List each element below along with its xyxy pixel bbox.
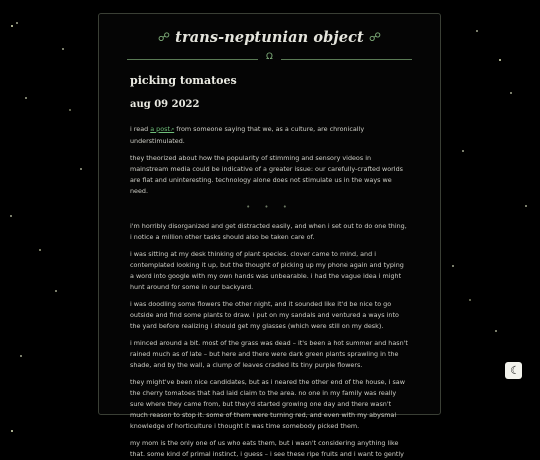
- header-divider: [127, 52, 412, 66]
- paragraph: i'm horribly disorganized and get distracted easily, and when i set out to do one thing, i notice a million other tasks should also be taken care of.: [130, 221, 407, 241]
- paragraph: i was doodling some flowers the other night, and it sounded like it'd be nice to go outside and find some plants to draw. i put on my sandals and ventured a ways into the yard before realizing i should get my glasses (which were still on my desk).: [130, 299, 399, 330]
- divider-line-right: [281, 59, 412, 60]
- post-date: aug 09 2022: [130, 98, 200, 110]
- divider-line-left: [127, 59, 258, 60]
- star-decoration: [510, 92, 512, 94]
- post-content: [99, 74, 440, 460]
- star-decoration: [20, 355, 22, 357]
- content-panel: [98, 13, 441, 458]
- left-ornament-icon: ☍: [157, 30, 171, 44]
- star-decoration: [55, 290, 57, 292]
- paragraph: they might've been nice candidates, but as i neared the other end of the house, i saw the cherry tomatoes that had laid claim to the area. no one in my family was really sure where they came from, but they'd started growing one day and there wasn't much reason to stop it. some of them were turning red, and even with my abysmal knowledge of horticulture i thought it was time somebody picked them.: [130, 377, 405, 430]
- paragraph: [130, 124, 409, 147]
- site-header: [99, 14, 440, 46]
- post-link-label[interactable]: a post: [150, 124, 170, 133]
- star-decoration: [462, 150, 464, 152]
- post-link[interactable]: [150, 125, 174, 133]
- star-decoration: [80, 168, 82, 170]
- star-decoration: [25, 97, 27, 99]
- paragraph: i minced around a bit. most of the grass was dead – it's been a hot summer and hasn't rained much as of late – but here and there were dark green plants sprawling in the shade, and by the wall, a clump of leaves cradled its tiny purple flowers.: [130, 338, 408, 369]
- star-decoration: [452, 265, 454, 267]
- paragraph-text: i read: [130, 124, 151, 133]
- paragraph: i was sitting at my desk thinking of plant species. clover came to mind, and i contemplated looking it up, but the thought of picking up my phone again and typing a word into google with my own hands was unbearable. i had the vague idea i might hunt around for some in our backyard.: [130, 249, 404, 291]
- star-decoration: [10, 215, 12, 217]
- paragraph-text: from someone saying that we, as a culture, are chronically understimulated.: [130, 124, 365, 145]
- star-decoration: [16, 22, 18, 24]
- site-title[interactable]: [158, 29, 381, 46]
- star-decoration: [495, 330, 497, 332]
- paragraph: my mom is the only one of us who eats them, but i wasn't considering anything like that. some kind of primal instinct, i guess – i see these ripe fruits and i want to gently: [130, 438, 404, 458]
- star-decoration: [62, 48, 64, 50]
- external-link-icon[interactable]: ↗: [169, 126, 175, 133]
- star-decoration: [476, 30, 478, 32]
- omega-icon: Ω: [266, 51, 273, 62]
- moon-toggle-icon[interactable]: [505, 362, 522, 379]
- moon-glyph[interactable]: ☾: [510, 364, 517, 377]
- paragraph: they theorized about how the popularity of stimming and sensory videos in mainstream media could be indicative of a greater issue: our carefully-crafted worlds are flat and uninteresting. technology alone does not stimulate us in the ways we need.: [130, 153, 403, 195]
- star-decoration: [525, 205, 527, 207]
- right-ornament-icon: ☍: [368, 30, 382, 44]
- post-title: picking tomatoes: [130, 73, 237, 87]
- site-title-text[interactable]: trans-neptunian object: [175, 28, 364, 46]
- section-separator: • • •: [246, 202, 293, 211]
